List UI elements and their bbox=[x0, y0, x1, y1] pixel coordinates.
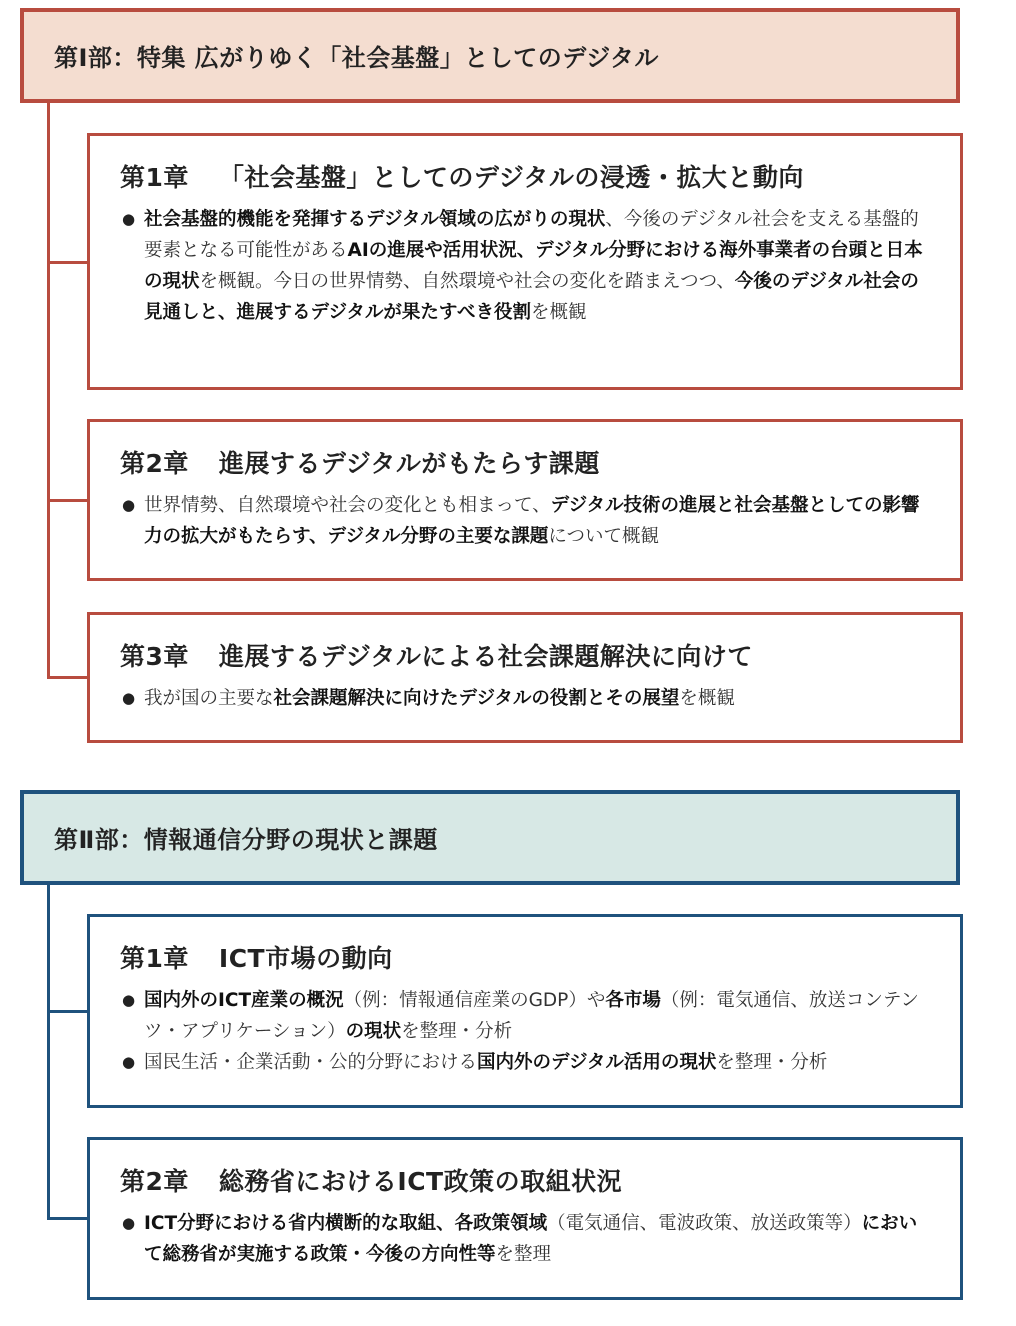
part1-chapter3-box bbox=[87, 612, 963, 743]
bullet-list bbox=[120, 683, 930, 714]
part2-connector-vertical bbox=[47, 885, 50, 1220]
bullet-list bbox=[120, 490, 930, 552]
chapter-number: 第2章 bbox=[120, 449, 189, 478]
chapter-title: 「社会基盤」としてのデジタルの浸透・拡大と動向 bbox=[218, 163, 804, 192]
part2-chapter1-box bbox=[87, 914, 963, 1108]
chapter-number: 第2章 bbox=[120, 1167, 189, 1196]
bullet-item: ● 世界情勢、自然環境や社会の変化とも相まって、デジタル技術の進展と社会基盤としての影響力の拡大がもたらす、デジタル分野の主要な課題について概観 bbox=[120, 490, 930, 552]
chapter-title: 進展するデジタルがもたらす課題 bbox=[218, 449, 600, 478]
part1-chapter1-heading bbox=[120, 158, 930, 194]
part2-chapter2-heading bbox=[120, 1162, 930, 1198]
chapter-title: 進展するデジタルによる社会課題解決に向けて bbox=[218, 642, 753, 671]
bullet-dot-icon: ● bbox=[122, 496, 136, 514]
part1-chapter3-heading bbox=[120, 637, 930, 673]
part1-chapter2-box bbox=[87, 419, 963, 581]
chapter-number: 第1章 bbox=[120, 163, 189, 192]
bullet-item: ● 国民生活・企業活動・公的分野における国内外のデジタル活用の現状を整理・分析 bbox=[120, 1047, 930, 1078]
bullet-dot-icon: ● bbox=[122, 1053, 136, 1071]
part1-connector-ch1 bbox=[47, 261, 88, 264]
chapter-number: 第3章 bbox=[120, 642, 189, 671]
bullet-dot-icon: ● bbox=[122, 1214, 136, 1232]
part1-chapter1-box bbox=[87, 133, 963, 390]
part2-chapter1-heading bbox=[120, 939, 930, 975]
chapter-title: 総務省におけるICT政策の取組状況 bbox=[218, 1167, 623, 1196]
part1-connector-ch2 bbox=[47, 499, 88, 502]
bullet-item: ● 国内外のICT産業の概況（例：情報通信産業のGDP）や各市場（例：電気通信、放送コンテンツ・アプリケーション）の現状を整理・分析 bbox=[120, 985, 930, 1047]
bullet-dot-icon: ● bbox=[122, 991, 136, 1009]
bullet-list bbox=[120, 985, 930, 1078]
bullet-dot-icon: ● bbox=[122, 210, 136, 228]
chapter-title: ICT市場の動向 bbox=[218, 944, 393, 973]
part2-connector-ch1 bbox=[47, 1010, 88, 1013]
part1-title: 第Ⅰ部：特集 広がりゆく「社会基盤」としてのデジタル bbox=[54, 44, 659, 72]
part2-title: 第Ⅱ部：情報通信分野の現状と課題 bbox=[54, 826, 438, 854]
bullet-item: ● 我が国の主要な社会課題解決に向けたデジタルの役割とその展望を概観 bbox=[120, 683, 930, 714]
part1-connector-ch3 bbox=[47, 676, 88, 679]
bullet-list bbox=[120, 1208, 930, 1270]
part2-chapter2-box bbox=[87, 1137, 963, 1300]
bullet-item: ● 社会基盤的機能を発揮するデジタル領域の広がりの現状、今後のデジタル社会を支える基盤的要素となる可能性があるAIの進展や活用状況、デジタル分野における海外事業者の台頭と日本の現状を概観。今日の世界情勢、自然環境や社会の変化を踏まえつつ、今後のデジタル社会の見通しと、進展するデジタルが果たすべき役割を概観 bbox=[120, 204, 930, 328]
part2-header bbox=[20, 790, 960, 885]
part1-connector-vertical bbox=[47, 103, 50, 679]
bullet-dot-icon: ● bbox=[122, 689, 136, 707]
bullet-item: ● ICT分野における省内横断的な取組、各政策領域（電気通信、電波政策、放送政策等）において総務省が実施する政策・今後の方向性等を整理 bbox=[120, 1208, 930, 1270]
part1-chapter2-heading bbox=[120, 444, 930, 480]
bullet-list bbox=[120, 204, 930, 328]
part2-connector-ch2 bbox=[47, 1217, 88, 1220]
chapter-number: 第1章 bbox=[120, 944, 189, 973]
part1-header bbox=[20, 8, 960, 103]
